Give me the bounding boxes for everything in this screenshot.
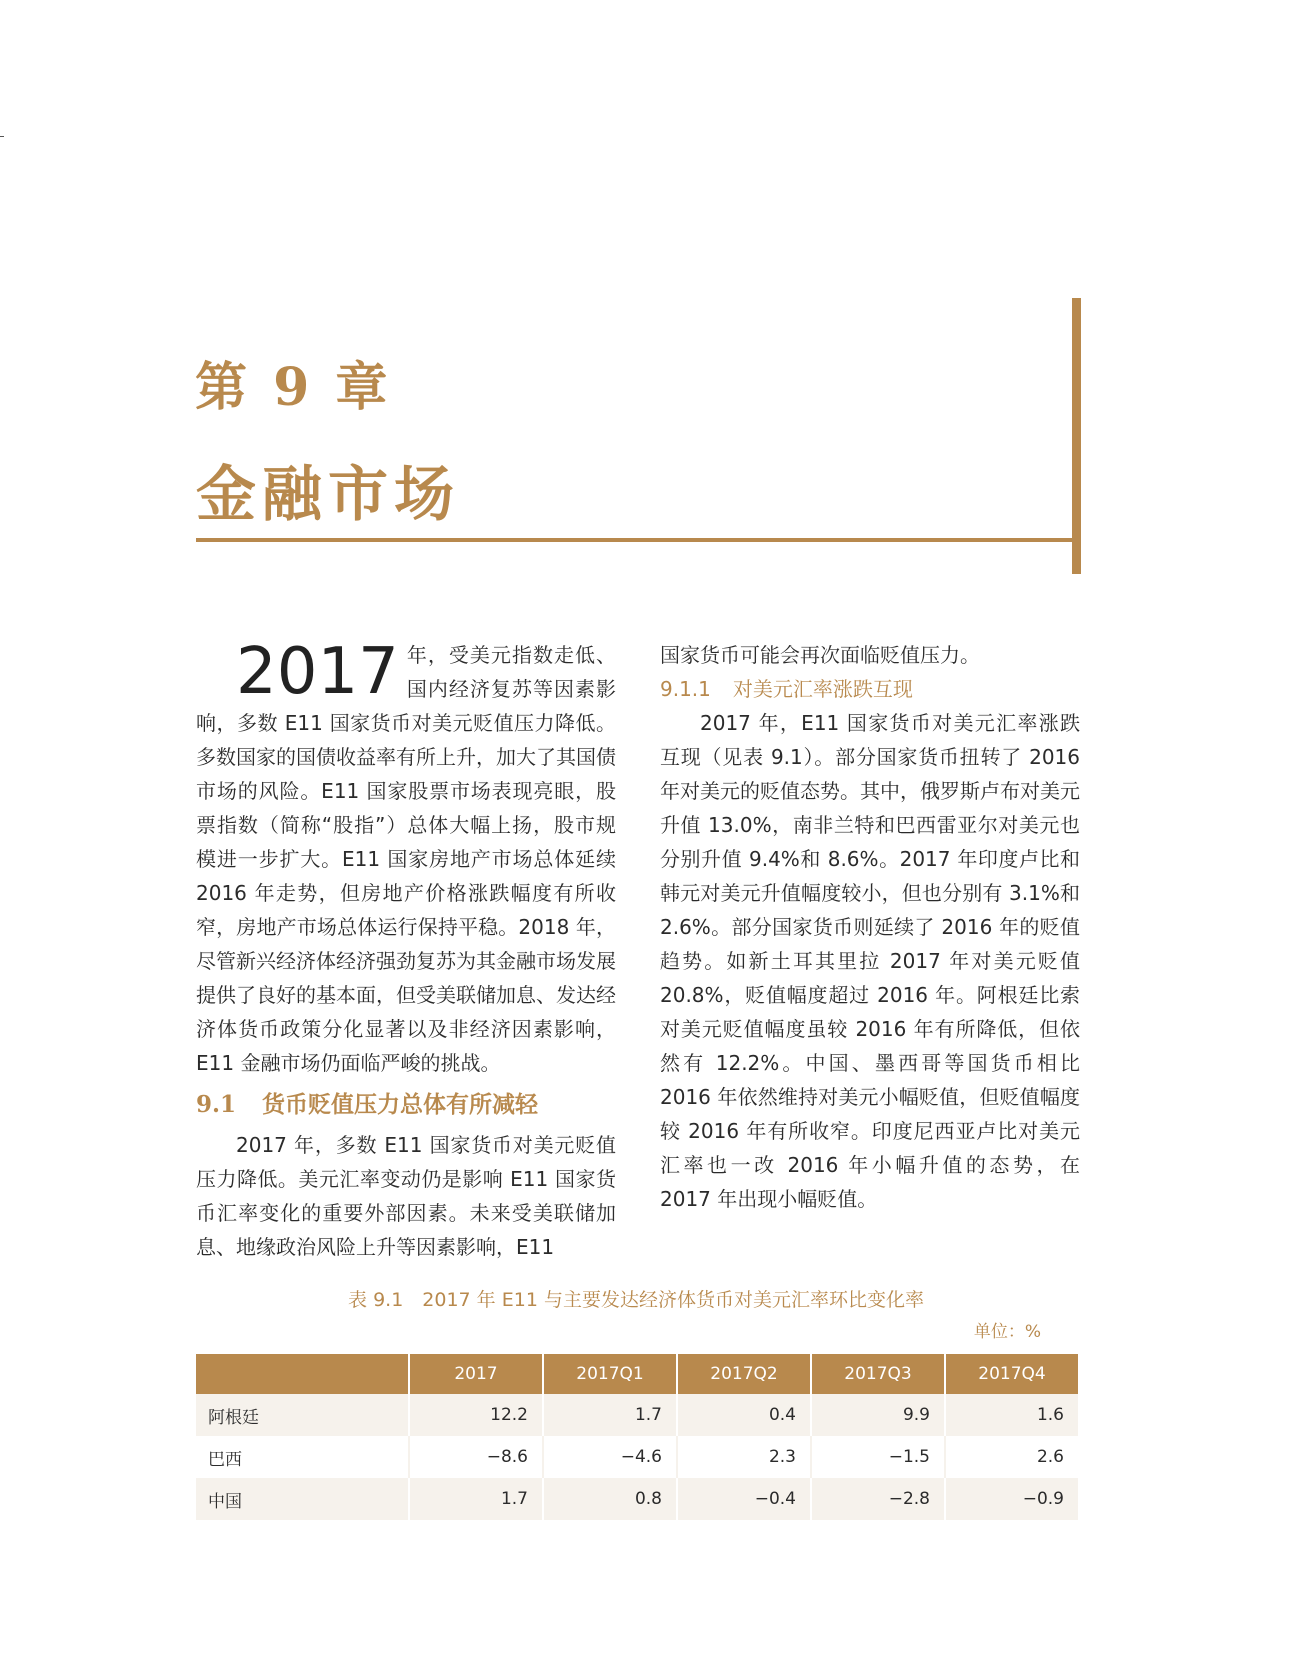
- table-header-row: [196, 1354, 1078, 1394]
- subsection-title: 对美元汇率涨跌互现: [732, 677, 913, 701]
- table-row: [196, 1394, 1078, 1436]
- subsection-number: 9.1.1: [660, 677, 711, 701]
- value-cell: 2.6: [944, 1436, 1078, 1478]
- subsection-paragraph: 2017 年，E11 国家货币对美元汇率涨跌互现（见表 9.1）。部分国家货币扭转了 2016 年对美元的贬值态势。其中，俄罗斯卢布对美元升值 13.0%，南非兰特和巴西雷亚尔对美元也分别升值 9.4%和 8.6%。2017 年印度卢比和韩元对美元升值幅度较小，但也分别有 3.1%和 2.6%。部分国家货币则延续了 2016 年的贬值趋势。如新土耳其里拉 2017 年对美元贬值 20.8%，贬值幅度超过 2016 年。阿根廷比索对美元贬值幅度虽较 2016 年有所降低，但依然有 12.2%。中国、墨西哥等国货币相比 2016 年依然维持对美元小幅贬值，但贬值幅度较 2016 年有所收窄。印度尼西亚卢比对美元汇率也一改 2016 年小幅升值的态势，在 2017 年出现小幅贬值。: [660, 711, 1080, 1211]
- header-cell: 2017Q4: [944, 1354, 1078, 1394]
- right-column: [660, 638, 1080, 1216]
- section-paragraph: 2017 年，多数 E11 国家货币对美元贬值压力降低。美元汇率变动仍是影响 E11 国家货币汇率变化的重要外部因素。未来受美联储加息、地缘政治风险上升等因素影响，E11: [196, 1133, 616, 1259]
- chapter-vertical-bar: [1072, 298, 1081, 574]
- value-cell: 0.8: [542, 1478, 676, 1520]
- subsection-heading: [660, 672, 1080, 706]
- value-cell: 1.7: [408, 1478, 542, 1520]
- intro-text: 年，受美元指数走低、国内经济复苏等因素影响，多数 E11 国家货币对美元贬值压力降低。多数国家的国债收益率有所上升，加大了其国债市场的风险。E11 国家股票市场表现亮眼，股票指数（简称“股指”）总体大幅上扬，股市规模进一步扩大。E11 国家房地产市场总体延续 2016 年走势，但房地产价格涨跌幅度有所收窄，房地产市场总体运行保持平稳。2018 年，尽管新兴经济体经济强劲复苏为其金融市场发展提供了良好的基本面，但受美联储加息、发达经济体货币政策分化显著以及非经济因素影响，E11 金融市场仍面临严峻的挑战。: [196, 643, 616, 1075]
- value-cell: 2.3: [676, 1436, 810, 1478]
- dropcap-year: 2017: [236, 635, 399, 709]
- margin-tick: [0, 136, 4, 137]
- country-cell: 阿根廷: [196, 1394, 408, 1436]
- table-unit: 单位：%: [973, 1322, 1041, 1342]
- table-caption: 表 9.1 2017 年 E11 与主要发达经济体货币对美元汇率环比变化率: [348, 1289, 924, 1311]
- country-cell: 中国: [196, 1478, 408, 1520]
- value-cell: −0.4: [676, 1478, 810, 1520]
- table-row: [196, 1478, 1078, 1520]
- value-cell: 1.7: [542, 1394, 676, 1436]
- value-cell: −1.5: [810, 1436, 944, 1478]
- value-cell: 9.9: [810, 1394, 944, 1436]
- section-title: 货币贬值压力总体有所减轻: [262, 1091, 539, 1118]
- exchange-rate-table: [196, 1354, 1078, 1520]
- chapter-number: 第 9 章: [195, 357, 392, 418]
- value-cell: −2.8: [810, 1478, 944, 1520]
- chapter-title: 金融市场: [196, 460, 460, 530]
- left-column: [196, 635, 616, 1264]
- header-cell: 2017Q1: [542, 1354, 676, 1394]
- section-heading: [196, 1088, 616, 1122]
- value-cell: −4.6: [542, 1436, 676, 1478]
- chapter-horizontal-rule: [196, 538, 1076, 542]
- value-cell: 0.4: [676, 1394, 810, 1436]
- header-cell: 2017Q3: [810, 1354, 944, 1394]
- header-cell: [196, 1354, 408, 1394]
- section-number: 9.1: [196, 1091, 237, 1118]
- value-cell: −8.6: [408, 1436, 542, 1478]
- value-cell: 1.6: [944, 1394, 1078, 1436]
- intro-paragraph: [196, 635, 616, 1080]
- country-cell: 巴西: [196, 1436, 408, 1478]
- value-cell: 12.2: [408, 1394, 542, 1436]
- value-cell: −0.9: [944, 1478, 1078, 1520]
- table-row: [196, 1436, 1078, 1478]
- continuation-paragraph: 国家货币可能会再次面临贬值压力。: [660, 643, 980, 667]
- header-cell: 2017Q2: [676, 1354, 810, 1394]
- header-cell: 2017: [408, 1354, 542, 1394]
